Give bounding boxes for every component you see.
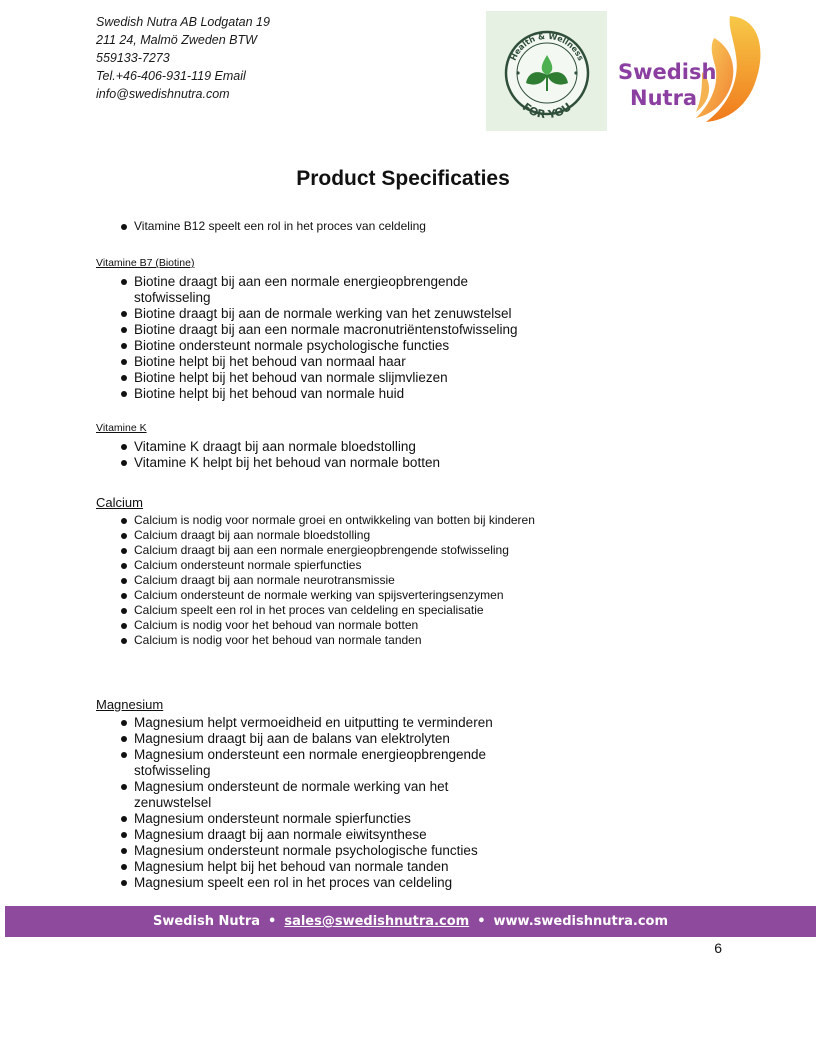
footer-email-link[interactable]: sales@swedishnutra.com xyxy=(284,914,470,929)
page-title: Product Specificaties xyxy=(296,167,510,190)
badge-top-text: Health & Wellness xyxy=(508,31,586,63)
list-item: Calcium draagt bij aan normale bloedstolling xyxy=(96,528,576,543)
list-item: Calcium is nodig voor het behoud van normale tanden xyxy=(96,633,576,648)
list-item: Biotine draagt bij aan de normale werking van het zenuwstelsel xyxy=(96,306,526,322)
list-item: Calcium is nodig voor normale groei en ontwikkeling van botten bij kinderen xyxy=(96,513,576,528)
footer-website-link[interactable]: www.swedishnutra.com xyxy=(493,914,668,929)
footer-separator: • xyxy=(268,914,277,929)
list-item: Magnesium draagt bij aan de balans van elektrolyten xyxy=(96,731,506,747)
footer-company: Swedish Nutra xyxy=(153,914,261,929)
list-item: Magnesium ondersteunt een normale energieopbrengende stofwisseling xyxy=(96,747,506,779)
swedish-nutra-logo xyxy=(610,10,770,128)
list-item: Biotine ondersteunt normale psychologische functies xyxy=(96,338,526,354)
list-item: Magnesium helpt vermoeidheid en uitputting te verminderen xyxy=(96,715,506,731)
list-item: Vitamine K helpt bij het behoud van normale botten xyxy=(96,455,566,471)
list-item: Calcium speelt een rol in het proces van celdeling en specialisatie xyxy=(96,603,576,618)
address-line: info@swedishnutra.com xyxy=(96,87,230,101)
list-item: Magnesium draagt bij aan normale eiwitsynthese xyxy=(96,827,506,843)
list-item: Magnesium ondersteunt normale psychologische functies xyxy=(96,843,506,859)
list-item: Magnesium helpt bij het behoud van normale tanden xyxy=(96,859,506,875)
list-item: Magnesium ondersteunt de normale werking van het zenuwstelsel xyxy=(96,779,506,811)
list-item: Magnesium ondersteunt normale spierfuncties xyxy=(96,811,506,827)
list-item: Biotine helpt bij het behoud van normale slijmvliezen xyxy=(96,370,526,386)
list-item: Calcium draagt bij aan normale neurotransmissie xyxy=(96,573,576,588)
address-line: Tel.+46-406-931-119 Email xyxy=(96,69,246,83)
list-item: Biotine draagt bij aan een normale energieopbrengende stofwisseling xyxy=(96,274,526,306)
list-item: Vitamine B12 speelt een rol in het proces van celdeling xyxy=(96,219,566,234)
section-heading: Calcium xyxy=(96,495,143,510)
list-item: Calcium ondersteunt de normale werking van spijsverteringsenzymen xyxy=(96,588,576,603)
footer-separator: • xyxy=(477,914,486,929)
section-vitamine-k xyxy=(96,422,566,471)
list-item: Calcium is nodig voor het behoud van normale botten xyxy=(96,618,576,633)
brand-name-line1: Swedish xyxy=(618,60,717,84)
footer-bar xyxy=(5,906,816,937)
list-item: Vitamine K draagt bij aan normale bloedstolling xyxy=(96,439,566,455)
address-line: 211 24, Malmö Zweden BTW xyxy=(96,33,257,47)
page-number: 6 xyxy=(714,940,722,956)
health-wellness-badge xyxy=(486,11,607,131)
section-heading: Vitamine B7 (Biotine) xyxy=(96,257,195,269)
section-heading: Magnesium xyxy=(96,697,164,712)
address-line: 559133-7273 xyxy=(96,51,170,65)
company-address xyxy=(96,13,270,103)
section-calcium xyxy=(96,495,576,648)
badge-bottom-text: FOR YOU xyxy=(519,100,575,122)
list-item: Biotine helpt bij het behoud van normaal haar xyxy=(96,354,526,370)
intro-section xyxy=(96,219,566,234)
badge-emblem-icon xyxy=(486,11,607,131)
brand-name-line2: Nutra xyxy=(630,86,698,110)
list-item: Biotine draagt bij aan een normale macronutriëntenstofwisseling xyxy=(96,322,526,338)
list-item: Calcium ondersteunt normale spierfuncties xyxy=(96,558,576,573)
list-item: Biotine helpt bij het behoud van normale huid xyxy=(96,386,526,402)
list-item: Calcium draagt bij aan een normale energieopbrengende stofwisseling xyxy=(96,543,576,558)
section-magnesium xyxy=(96,697,546,891)
address-line: Swedish Nutra AB Lodgatan 19 xyxy=(96,15,270,29)
section-vitamine-b7 xyxy=(96,257,566,402)
section-heading: Vitamine K xyxy=(96,422,147,434)
list-item: Magnesium speelt een rol in het proces van celdeling xyxy=(96,875,506,891)
